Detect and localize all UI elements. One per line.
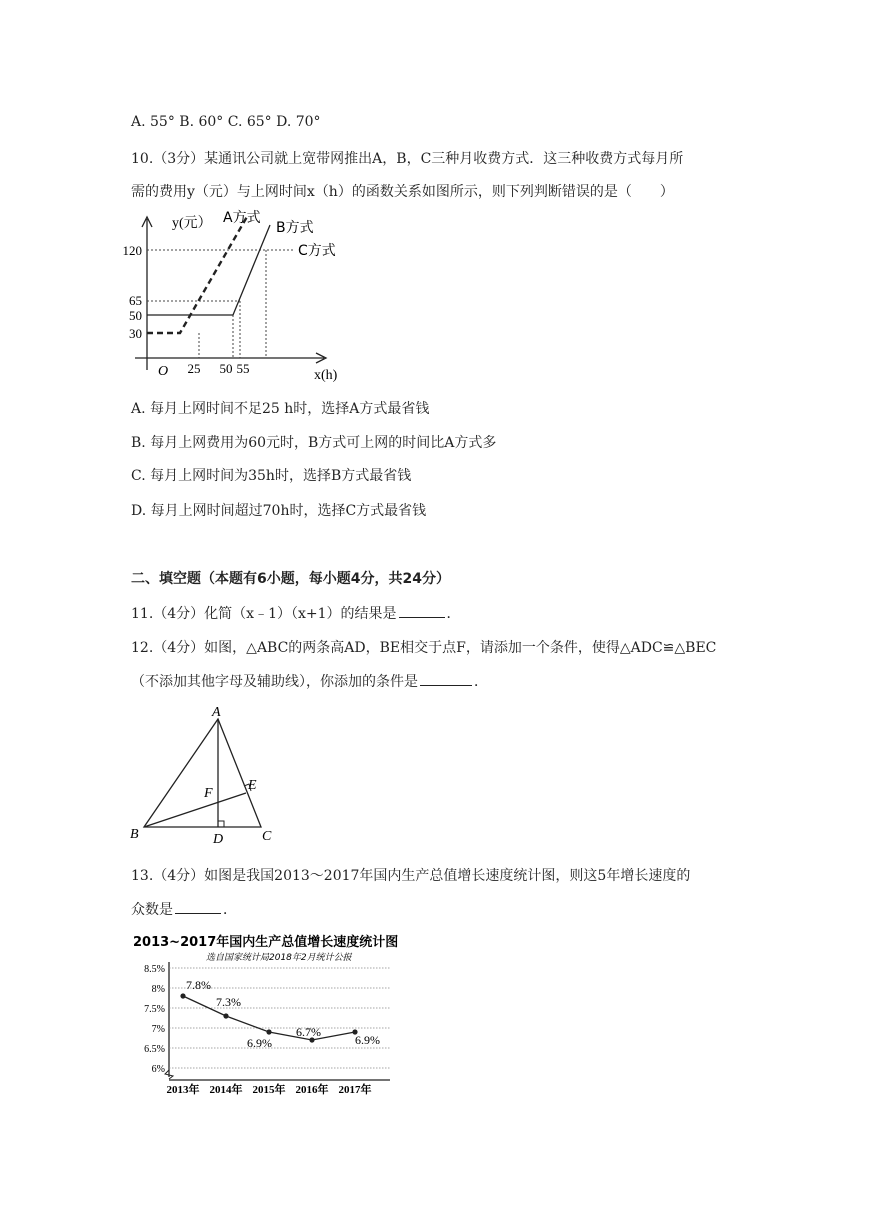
data-label: 7.3% xyxy=(216,995,241,1009)
label-d: D xyxy=(213,832,224,847)
chart-title: 2013~2017年国内生产总值增长速度统计图 xyxy=(133,935,399,950)
y-tick-30: 30 xyxy=(129,326,142,341)
q10-line2: 需的费用y（元）与上网时间x（h）的函数关系如图所示，则下列判断错误的是（ ） xyxy=(131,184,674,200)
chart-y-tick-labels xyxy=(144,964,165,1075)
label-b: B方式 xyxy=(276,220,314,236)
q13-end: ． xyxy=(223,902,237,918)
x-axis-label: x(h) xyxy=(314,368,338,383)
q13-text: 众数是 xyxy=(131,902,173,918)
label-c: C xyxy=(262,829,272,844)
data-label: 6.7% xyxy=(296,1025,321,1039)
chart-x-tick-labels xyxy=(167,1082,372,1096)
q10-option-a: A. 每月上网时间不足25 h时，选择A方式最省钱 xyxy=(131,401,430,417)
x-tick-label: 2015年 xyxy=(252,1084,286,1096)
q10-option-d: D. 每月上网时间超过70h时，选择C方式最省钱 xyxy=(131,503,427,519)
label-a: A方式 xyxy=(223,210,261,226)
origin-label: O xyxy=(158,364,169,379)
q10-graph xyxy=(122,205,345,385)
q11 xyxy=(131,603,461,623)
x-tick-label: 2017年 xyxy=(338,1084,372,1096)
chart-data-labels xyxy=(186,978,380,1050)
x-tick-25: 25 xyxy=(187,361,201,376)
q9-options: A. 55° B. 60° C. 65° D. 70° xyxy=(131,114,321,130)
guide-lines xyxy=(147,250,295,358)
altitude-be xyxy=(144,793,246,827)
y-tick-label: 7% xyxy=(151,1024,165,1035)
x-tick-label: 2013年 xyxy=(166,1084,200,1096)
x-tick-label: 2014年 xyxy=(209,1084,243,1096)
y-axis-label: y(元） xyxy=(172,216,212,231)
q11-answer-blank[interactable] xyxy=(399,605,445,618)
data-label: 7.8% xyxy=(186,978,211,992)
section-heading: 二、填空题（本题有6小题，每小题4分，共24分） xyxy=(131,571,450,587)
y-tick-label: 6.5% xyxy=(144,1044,165,1055)
q13-line2 xyxy=(131,899,237,919)
y-tick-65: 65 xyxy=(129,293,142,308)
q10-line1: 10.（3分）某通讯公司就上宽带网推出A，B，C三种月收费方式．这三种收费方式每月所 xyxy=(131,151,684,167)
data-point xyxy=(180,993,185,998)
q12-line2 xyxy=(131,671,488,691)
q12-triangle-figure xyxy=(125,702,280,847)
x-tick-label: 2016年 xyxy=(295,1084,329,1096)
right-angle-d xyxy=(218,821,224,827)
label-c: C方式 xyxy=(298,243,336,259)
triangle-abc xyxy=(144,719,261,827)
q11-end: ． xyxy=(446,606,461,622)
y-tick-label: 8% xyxy=(151,984,165,995)
y-tick-120: 120 xyxy=(122,243,142,258)
chart-subtitle: 选自国家统计局2018年2月统计公报 xyxy=(206,953,352,963)
q12-line1: 12.（4分）如图，△ABC的两条高AD，BE相交于点F，请添加一个条件，使得△ADC≌△BEC xyxy=(131,640,717,656)
gdp-growth-chart xyxy=(128,930,399,1100)
data-label: 6.9% xyxy=(247,1036,272,1050)
y-tick-label: 8.5% xyxy=(144,964,165,975)
q12-text: （不添加其他字母及辅助线），你添加的条件是 xyxy=(131,674,418,690)
q13-answer-blank[interactable] xyxy=(175,901,221,914)
label-b: B xyxy=(130,827,139,842)
q10-option-b: B. 每月上网费用为60元时，B方式可上网的时间比A方式多 xyxy=(131,435,497,451)
data-label: 6.9% xyxy=(355,1033,380,1047)
label-f: F xyxy=(204,786,213,801)
q11-text: 11.（4分）化简（x﹣1）（x+1）的结果是 xyxy=(131,606,397,622)
y-tick-label: 7.5% xyxy=(144,1004,165,1015)
data-point xyxy=(266,1029,271,1034)
x-tick-50: 50 xyxy=(219,361,233,376)
x-tick-55: 55 xyxy=(236,361,250,376)
q10-option-c: C. 每月上网时间为35h时，选择B方式最省钱 xyxy=(131,468,412,484)
q13-line1: 13.（4分）如图是我国2013～2017年国内生产总值增长速度统计图，则这5年增长速度的 xyxy=(131,868,691,884)
q12-end: ． xyxy=(474,674,488,690)
q12-answer-blank[interactable] xyxy=(420,673,472,686)
label-a: A xyxy=(212,705,221,720)
y-tick-label: 6% xyxy=(151,1064,165,1075)
y-tick-50: 50 xyxy=(129,308,142,323)
label-e: E xyxy=(248,778,257,793)
data-point xyxy=(223,1013,228,1018)
